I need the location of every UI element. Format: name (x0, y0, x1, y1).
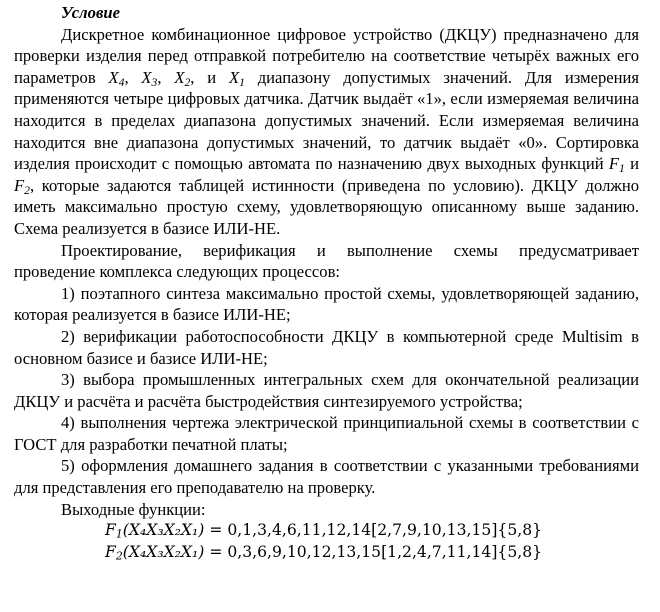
para-text-part-1: Дискретное комбинационное цифровое устройство (ДКЦУ) предназначено для проверки изделия перед отправкой потребителю на соответствие четырёх важных его параметров (14, 24, 639, 87)
document-page (14, 2, 639, 563)
function-f2: $F_2$ (14, 175, 30, 197)
separator: , (124, 67, 142, 87)
list-item: 5) оформления домашнего задания в соответствии с указанными требованиями для представления его преподавателю на проверку. (14, 456, 639, 498)
formula-arguments: (X₄X₃X₂X₁) (122, 542, 205, 561)
output-functions-label: Выходные функции: (61, 499, 206, 519)
list-item: 1) поэтапного синтеза максимально простой схемы, удовлетворяющей заданию, которая реализуется в базисе ИЛИ-НЕ; (14, 283, 639, 325)
separator: , и (190, 67, 229, 87)
formula-f2 (14, 542, 639, 564)
param-x3: $X_3$ (141, 67, 158, 89)
formula-f1 (14, 520, 639, 542)
para-text-part-2: диапазону допустимых значений. Для измерения применяются четыре цифровых датчика. Датчик выдаёт «1», если измеряемая величина находится в пределах диапазона допустимых значений. Если измеряемая величина находится вне диапазона допустимых значений, то датчик выдаёт «0». Сортировка изделия происходит с помощью автомата по назначению двух выходных функций (14, 67, 639, 174)
para-text-part-3: , которые задаются таблицей истинности (приведена по условию). ДКЦУ должно иметь максимально простую схему, удовлетворяющую описанному выше заданию. Схема реализуется в базисе ИЛИ-НЕ. (14, 175, 639, 238)
separator: , (157, 67, 175, 87)
param-x4: $X_4$ (108, 67, 125, 89)
formula-arguments: (X₄X₃X₂X₁) (122, 521, 205, 540)
list-item: 3) выбора промышленных интегральных схем для окончательной реализации ДКЦУ и расчёта и расчёта быстродействия синтезируемого устройства; (14, 370, 639, 411)
list-item: 4) выполнения чертежа электрической принципиальной схемы в соответствии с ГОСТ для разработки печатной платы; (14, 413, 639, 454)
separator: и (624, 154, 640, 174)
formula-function-name: $F_2$ (105, 542, 123, 563)
param-x1: $X_1$ (228, 67, 245, 89)
function-f1: $F_1$ (608, 154, 625, 176)
formula-values: = 0,3,6,9,10,12,13,15[1,2,4,7,11,14]{5,8} (204, 542, 543, 561)
process-intro-paragraph: Проектирование, верификация и выполнение схемы предусматривает проведение комплекса следующих процессов: (14, 240, 639, 282)
section-heading: Условие (61, 3, 120, 22)
formula-function-name: $F_1$ (105, 521, 123, 541)
condition-paragraph (14, 24, 639, 240)
list-item: 2) верификации работоспособности ДКЦУ в компьютерной среде Multisim в основном базисе и базисе ИЛИ-НЕ; (14, 326, 639, 368)
param-x2: $X_2$ (174, 67, 191, 89)
formula-values: = 0,1,3,4,6,11,12,14[2,7,9,10,13,15]{5,8} (204, 521, 543, 540)
